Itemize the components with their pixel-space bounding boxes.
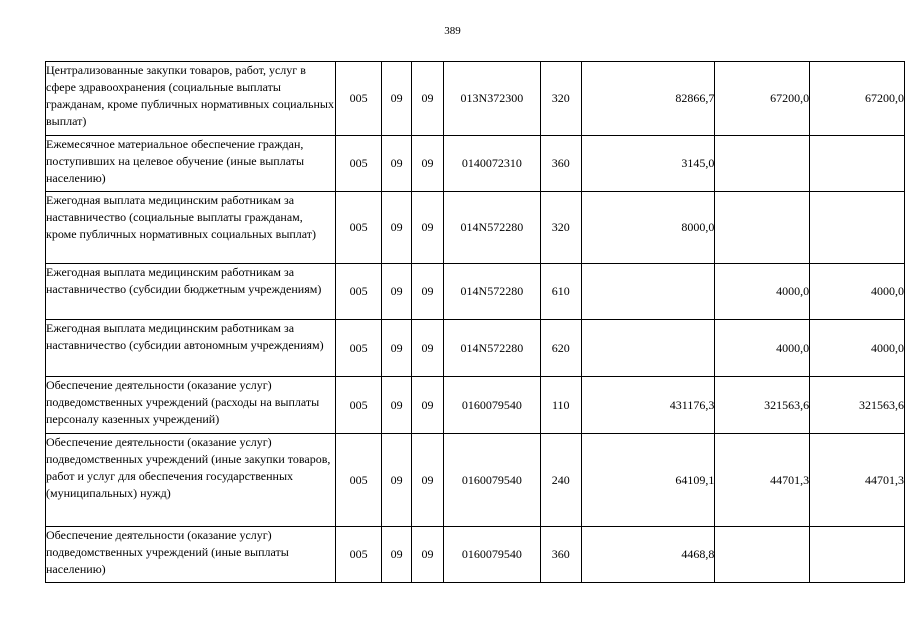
cell-ministry-code: 005 bbox=[336, 320, 382, 377]
cell-expense-type: 360 bbox=[540, 527, 581, 583]
cell-subsection: 09 bbox=[412, 377, 444, 434]
table-body bbox=[46, 62, 905, 583]
cell-amount-year-1: 3145,0 bbox=[581, 136, 715, 192]
cell-subsection: 09 bbox=[412, 192, 444, 264]
cell-target-article: 014N572280 bbox=[443, 320, 540, 377]
cell-amount-year-2 bbox=[715, 527, 810, 583]
cell-target-article: 0160079540 bbox=[443, 377, 540, 434]
cell-ministry-code: 005 bbox=[336, 377, 382, 434]
cell-section: 09 bbox=[382, 527, 412, 583]
cell-amount-year-1: 8000,0 bbox=[581, 192, 715, 264]
cell-amount-year-2: 67200,0 bbox=[715, 62, 810, 136]
cell-subsection: 09 bbox=[412, 136, 444, 192]
budget-table bbox=[45, 61, 905, 583]
cell-amount-year-3 bbox=[810, 192, 905, 264]
cell-target-article: 0160079540 bbox=[443, 527, 540, 583]
cell-expense-type: 360 bbox=[540, 136, 581, 192]
cell-section: 09 bbox=[382, 377, 412, 434]
cell-ministry-code: 005 bbox=[336, 192, 382, 264]
cell-expense-type: 110 bbox=[540, 377, 581, 434]
cell-target-article: 014N572280 bbox=[443, 192, 540, 264]
table-row bbox=[46, 136, 905, 192]
cell-amount-year-1: 431176,3 bbox=[581, 377, 715, 434]
cell-target-article: 0140072310 bbox=[443, 136, 540, 192]
cell-target-article: 013N372300 bbox=[443, 62, 540, 136]
cell-amount-year-2 bbox=[715, 192, 810, 264]
cell-amount-year-3: 44701,3 bbox=[810, 434, 905, 527]
cell-description: Централизованные закупки товаров, работ, услуг в сфере здравоохранения (социальные выплаты гражданам, кроме публичных нормативных социальных выплат) bbox=[46, 62, 336, 136]
table-row bbox=[46, 192, 905, 264]
cell-ministry-code: 005 bbox=[336, 527, 382, 583]
cell-description: Обеспечение деятельности (оказание услуг) подведомственных учреждений (расходы на выплаты персоналу казенных учреждений) bbox=[46, 377, 336, 434]
table-row bbox=[46, 264, 905, 320]
cell-amount-year-2: 321563,6 bbox=[715, 377, 810, 434]
table-row bbox=[46, 377, 905, 434]
page-number: 389 bbox=[444, 25, 461, 37]
cell-section: 09 bbox=[382, 192, 412, 264]
cell-description: Обеспечение деятельности (оказание услуг) подведомственных учреждений (иные выплаты населению) bbox=[46, 527, 336, 583]
cell-target-article: 0160079540 bbox=[443, 434, 540, 527]
cell-amount-year-2: 4000,0 bbox=[715, 320, 810, 377]
cell-description: Ежемесячное материальное обеспечение граждан, поступивших на целевое обучение (иные выплаты населению) bbox=[46, 136, 336, 192]
cell-amount-year-3: 4000,0 bbox=[810, 320, 905, 377]
cell-subsection: 09 bbox=[412, 264, 444, 320]
cell-expense-type: 240 bbox=[540, 434, 581, 527]
cell-expense-type: 610 bbox=[540, 264, 581, 320]
cell-section: 09 bbox=[382, 434, 412, 527]
cell-section: 09 bbox=[382, 264, 412, 320]
table-row bbox=[46, 434, 905, 527]
cell-expense-type: 320 bbox=[540, 192, 581, 264]
cell-amount-year-3 bbox=[810, 136, 905, 192]
cell-target-article: 014N572280 bbox=[443, 264, 540, 320]
cell-section: 09 bbox=[382, 136, 412, 192]
cell-amount-year-1: 64109,1 bbox=[581, 434, 715, 527]
table-row bbox=[46, 527, 905, 583]
cell-amount-year-1 bbox=[581, 264, 715, 320]
cell-amount-year-2: 4000,0 bbox=[715, 264, 810, 320]
cell-description: Ежегодная выплата медицинским работникам за наставничество (субсидии бюджетным учреждениям) bbox=[46, 264, 336, 320]
cell-subsection: 09 bbox=[412, 320, 444, 377]
cell-ministry-code: 005 bbox=[336, 264, 382, 320]
cell-amount-year-1: 4468,8 bbox=[581, 527, 715, 583]
cell-subsection: 09 bbox=[412, 434, 444, 527]
table-row bbox=[46, 320, 905, 377]
cell-amount-year-3: 321563,6 bbox=[810, 377, 905, 434]
cell-subsection: 09 bbox=[412, 62, 444, 136]
cell-amount-year-2 bbox=[715, 136, 810, 192]
cell-ministry-code: 005 bbox=[336, 136, 382, 192]
cell-description: Ежегодная выплата медицинским работникам за наставничество (социальные выплаты гражданам, кроме публичных нормативных социальных выплат) bbox=[46, 192, 336, 264]
cell-expense-type: 320 bbox=[540, 62, 581, 136]
table-row bbox=[46, 62, 905, 136]
cell-amount-year-2: 44701,3 bbox=[715, 434, 810, 527]
cell-section: 09 bbox=[382, 320, 412, 377]
cell-section: 09 bbox=[382, 62, 412, 136]
cell-ministry-code: 005 bbox=[336, 434, 382, 527]
cell-amount-year-3: 67200,0 bbox=[810, 62, 905, 136]
cell-amount-year-3 bbox=[810, 527, 905, 583]
cell-subsection: 09 bbox=[412, 527, 444, 583]
cell-ministry-code: 005 bbox=[336, 62, 382, 136]
cell-expense-type: 620 bbox=[540, 320, 581, 377]
cell-amount-year-1: 82866,7 bbox=[581, 62, 715, 136]
cell-amount-year-3: 4000,0 bbox=[810, 264, 905, 320]
cell-amount-year-1 bbox=[581, 320, 715, 377]
cell-description: Обеспечение деятельности (оказание услуг) подведомственных учреждений (иные закупки товаров, работ и услуг для обеспечения государственных (муниципальных) нужд) bbox=[46, 434, 336, 527]
cell-description: Ежегодная выплата медицинским работникам за наставничество (субсидии автономным учреждениям) bbox=[46, 320, 336, 377]
